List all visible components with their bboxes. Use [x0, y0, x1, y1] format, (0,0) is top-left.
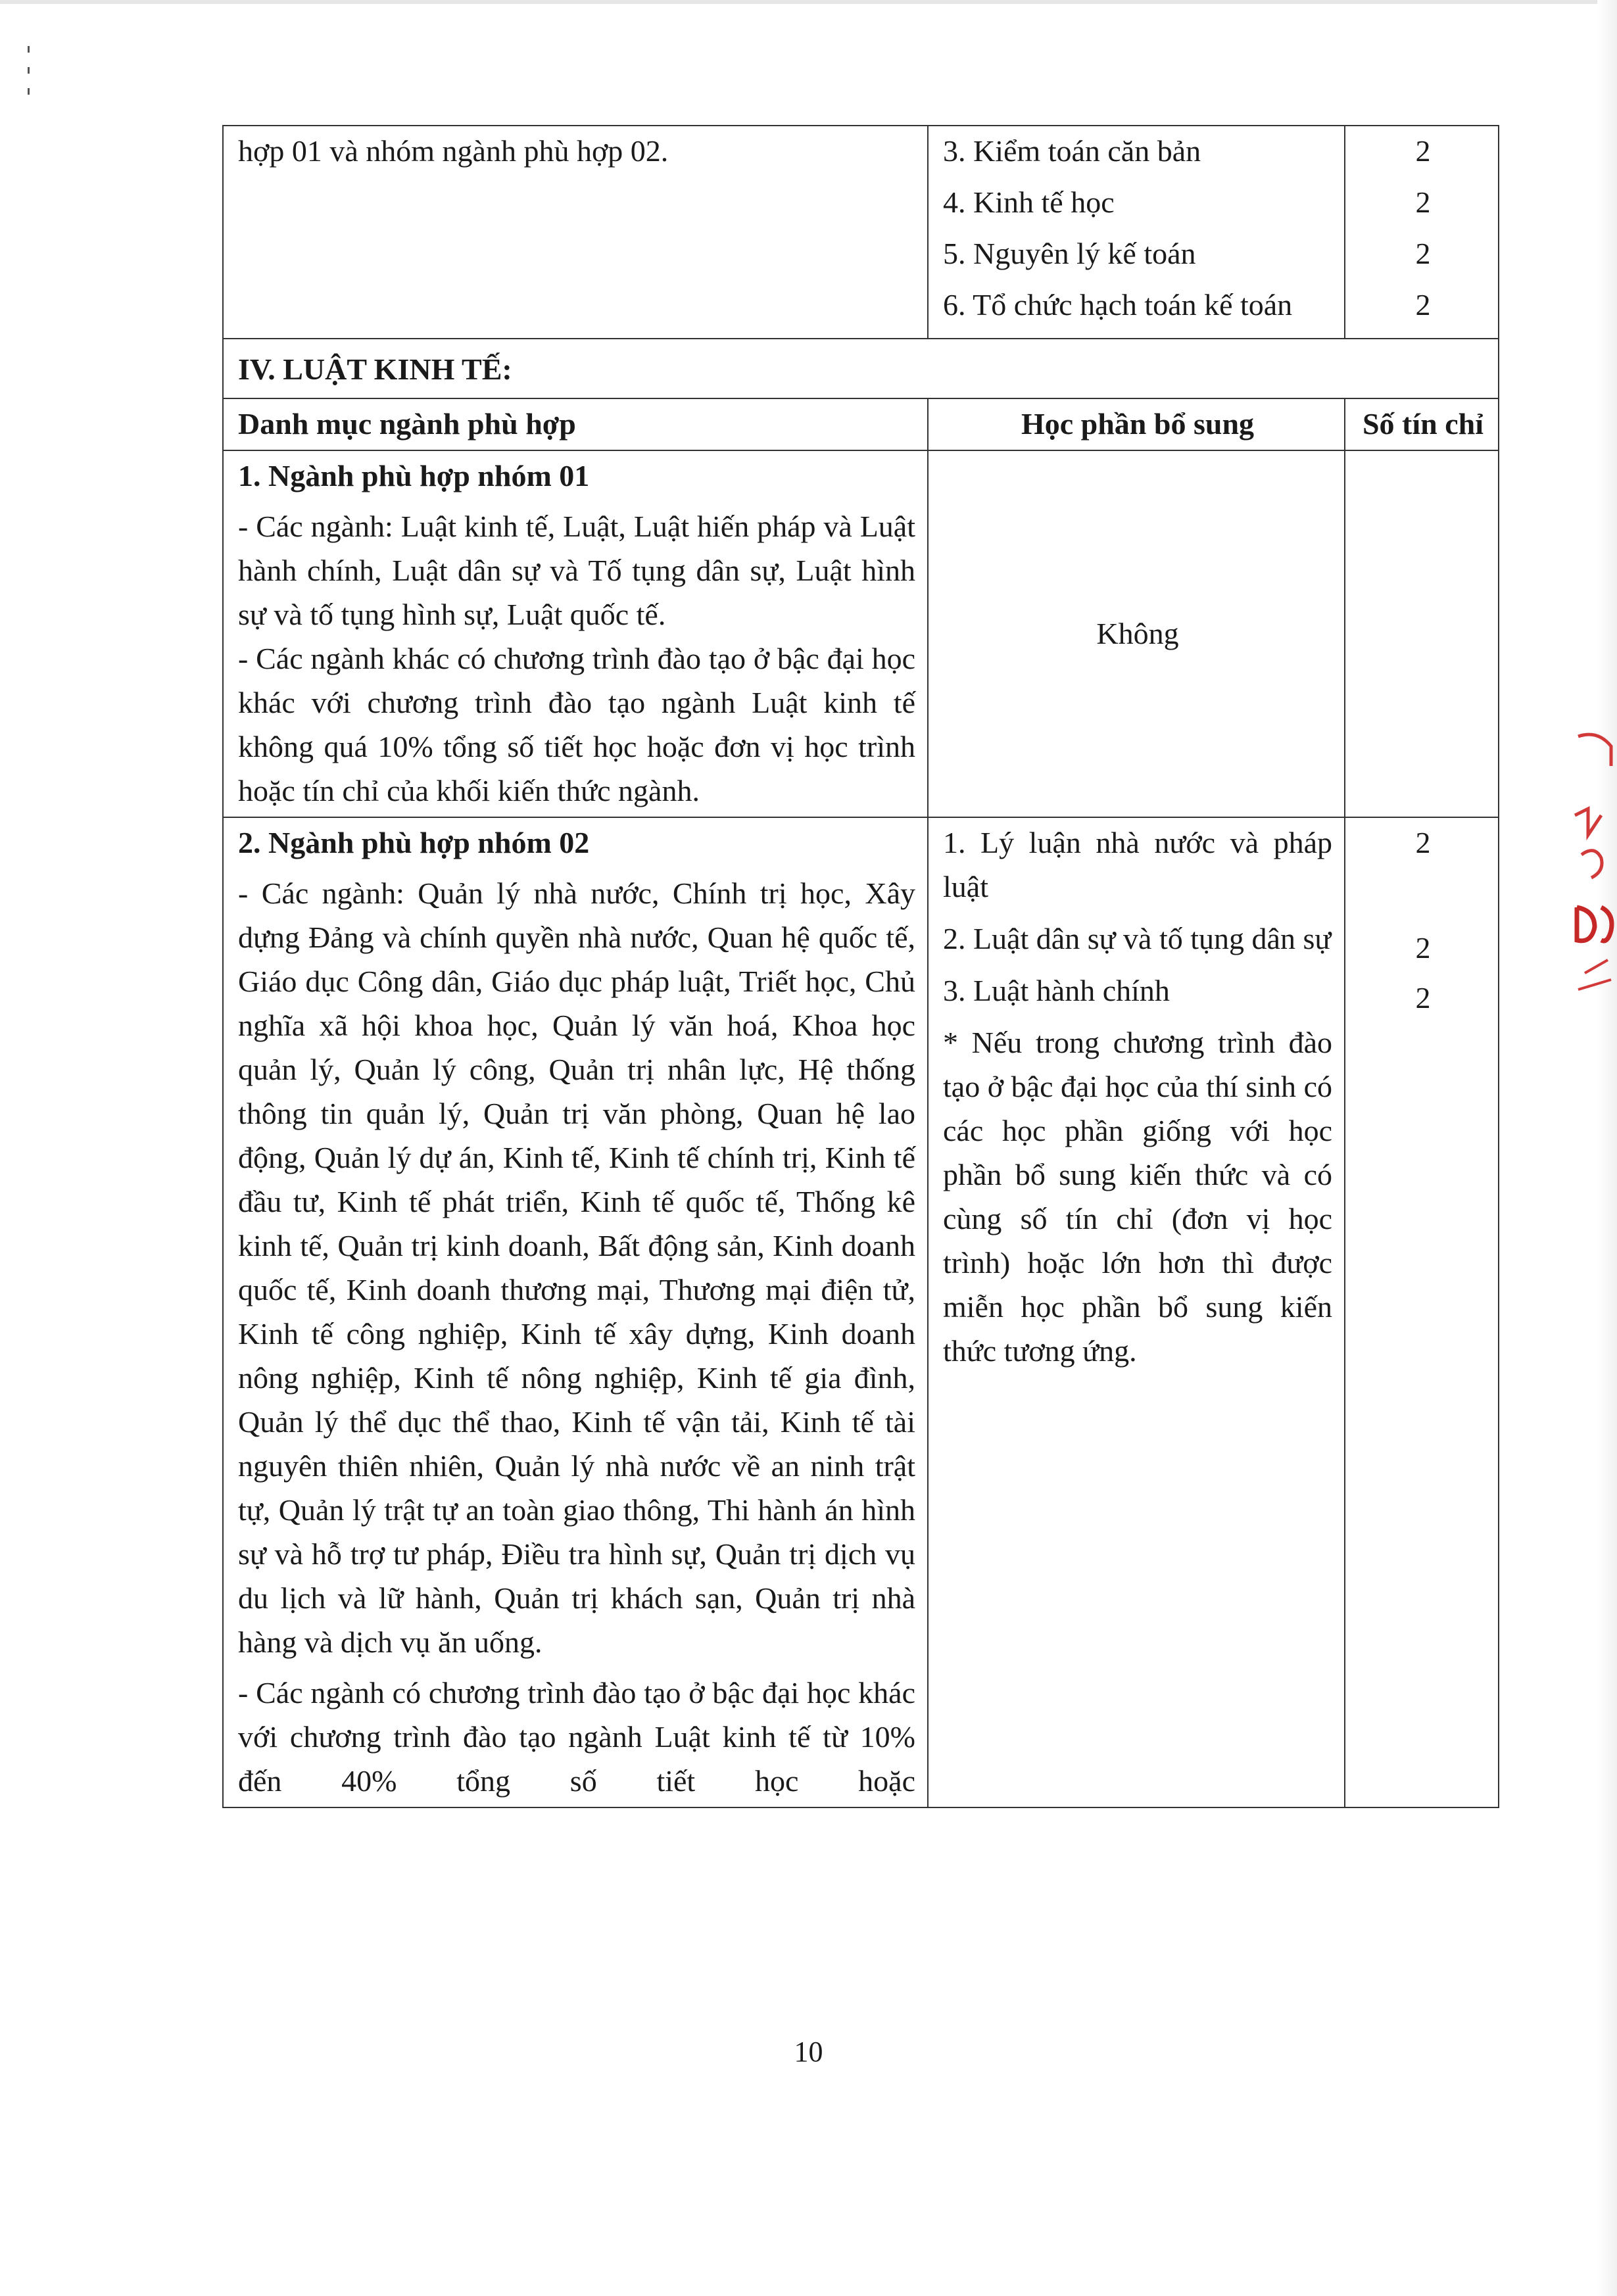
credit-value: 2: [1415, 288, 1431, 322]
table-row-continuation: [223, 126, 1499, 339]
group2-heading: 2. Ngành phù hợp nhóm 02: [238, 826, 590, 859]
course-item: 5. Nguyên lý kế toán: [943, 237, 1196, 270]
majors-table: [222, 125, 1499, 1808]
table-row-group2: [223, 817, 1499, 1807]
header-supplement: Học phần bổ sung: [928, 398, 1345, 450]
group2-para2: - Các ngành có chương trình đào tạo ở bậc đại học khác với chương trình đào tạo ngành Luật kinh tế từ 10% đến 40% tổng số tiết học hoặc: [238, 1676, 915, 1798]
course-item: 3. Kiểm toán căn bản: [943, 134, 1201, 168]
table-row-section: [223, 339, 1499, 398]
group2-note: * Nếu trong chương trình đào tạo ở bậc đại học của thí sinh có các học phần giống với học phần bổ sung kiến thức và có cùng số tín chỉ (đơn vị học trình) hoặc lớn hơn thì được miễn học phần bổ sung kiến thức tương ứng.: [943, 1026, 1332, 1368]
continuation-cell: [223, 126, 928, 339]
course-item: 6. Tổ chức hạch toán kế toán: [943, 288, 1293, 322]
section-title: IV. LUẬT KINH TẾ:: [223, 339, 1499, 398]
group1-supplement: Không: [1096, 616, 1179, 650]
credit-value: 2: [1415, 826, 1431, 859]
group2-course-item: 1. Lý luận nhà nước và pháp luật: [943, 826, 1332, 903]
header-majors: Danh mục ngành phù hợp: [223, 398, 928, 450]
group1-credits-cell: [1345, 450, 1499, 817]
table-row-group1: [223, 450, 1499, 817]
group2-course-item: 3. Luật hành chính: [943, 974, 1170, 1007]
credit-value: 2: [1415, 237, 1431, 270]
group2-majors-cell: [223, 817, 928, 1807]
course-item: 4. Kinh tế học: [943, 185, 1115, 219]
credit-value: 2: [1415, 931, 1431, 965]
group2-credits-cell: [1345, 817, 1499, 1807]
group2-course-item: 2. Luật dân sự và tố tụng dân sự: [943, 922, 1332, 955]
credit-value: 2: [1415, 185, 1431, 219]
scan-edge-right: [1597, 0, 1617, 2296]
group1-para2: - Các ngành khác có chương trình đào tạo ở bậc đại học khác với chương trình đào tạo ngành Luật kinh tế không quá 10% tổng số tiết học hoặc đơn vị học trình hoặc tín chỉ của khối kiến thức ngành.: [238, 642, 915, 807]
table-header-row: [223, 398, 1499, 450]
continuation-credits-cell: [1345, 126, 1499, 339]
scan-edge-top: [0, 0, 1617, 4]
page-number: 10: [794, 2036, 823, 2068]
group2-para1: - Các ngành: Quản lý nhà nước, Chính trị học, Xây dựng Đảng và chính quyền nhà nước, Quan hệ quốc tế, Giáo dục Công dân, Giáo dục pháp luật, Triết học, Chủ nghĩa xã hội khoa học, Quản lý văn hoá, Khoa học quản lý, Quản lý công, Quản trị nhân lực, Hệ thống thông tin quản lý, Quản trị văn phòng, Quan hệ lao động, Quản lý dự án, Kinh tế, Kinh tế chính trị, Kinh tế đầu tư, Kinh tế phát triển, Kinh tế quốc tế, Thống kê kinh tế, Quản trị kinh doanh, Bất động sản, Kinh doanh quốc tế, Kinh doanh thương mại, Thương mại điện tử, Kinh tế công nghiệp, Kinh tế xây dựng, Kinh doanh nông nghiệp, Kinh tế nông nghiệp, Kinh tế gia đình, Quản lý thể dục thể thao, Kinh tế vận tải, Kinh tế tài nguyên thiên nhiên, Quản lý nhà nước về an ninh trật tự, Quản lý trật tự an toàn giao thông, Thi hành án hình sự và hỗ trợ tư pháp, Điều tra hình sự, Quản trị dịch vụ du lịch và lữ hành, Quản trị khách sạn, Quản trị nhà hàng và dịch vụ ăn uống.: [238, 876, 915, 1659]
credit-value: 2: [1415, 134, 1431, 168]
group1-para1: - Các ngành: Luật kinh tế, Luật, Luật hiến pháp và Luật hành chính, Luật dân sự và Tố tụng dân sự, Luật hình sự và tố tụng hình sự, Luật quốc tế.: [238, 510, 915, 631]
red-stamp-fragment: [1572, 730, 1617, 1006]
credit-value: 2: [1415, 981, 1431, 1015]
scan-marks: [28, 46, 33, 99]
group1-heading: 1. Ngành phù hợp nhóm 01: [238, 459, 590, 492]
group1-supplement-cell: [928, 450, 1345, 817]
continuation-courses-cell: [928, 126, 1345, 339]
header-credits: Số tín chỉ: [1345, 398, 1499, 450]
group1-majors-cell: [223, 450, 928, 817]
continuation-text: hợp 01 và nhóm ngành phù hợp 02.: [238, 134, 669, 168]
group2-supplement-cell: [928, 817, 1345, 1807]
